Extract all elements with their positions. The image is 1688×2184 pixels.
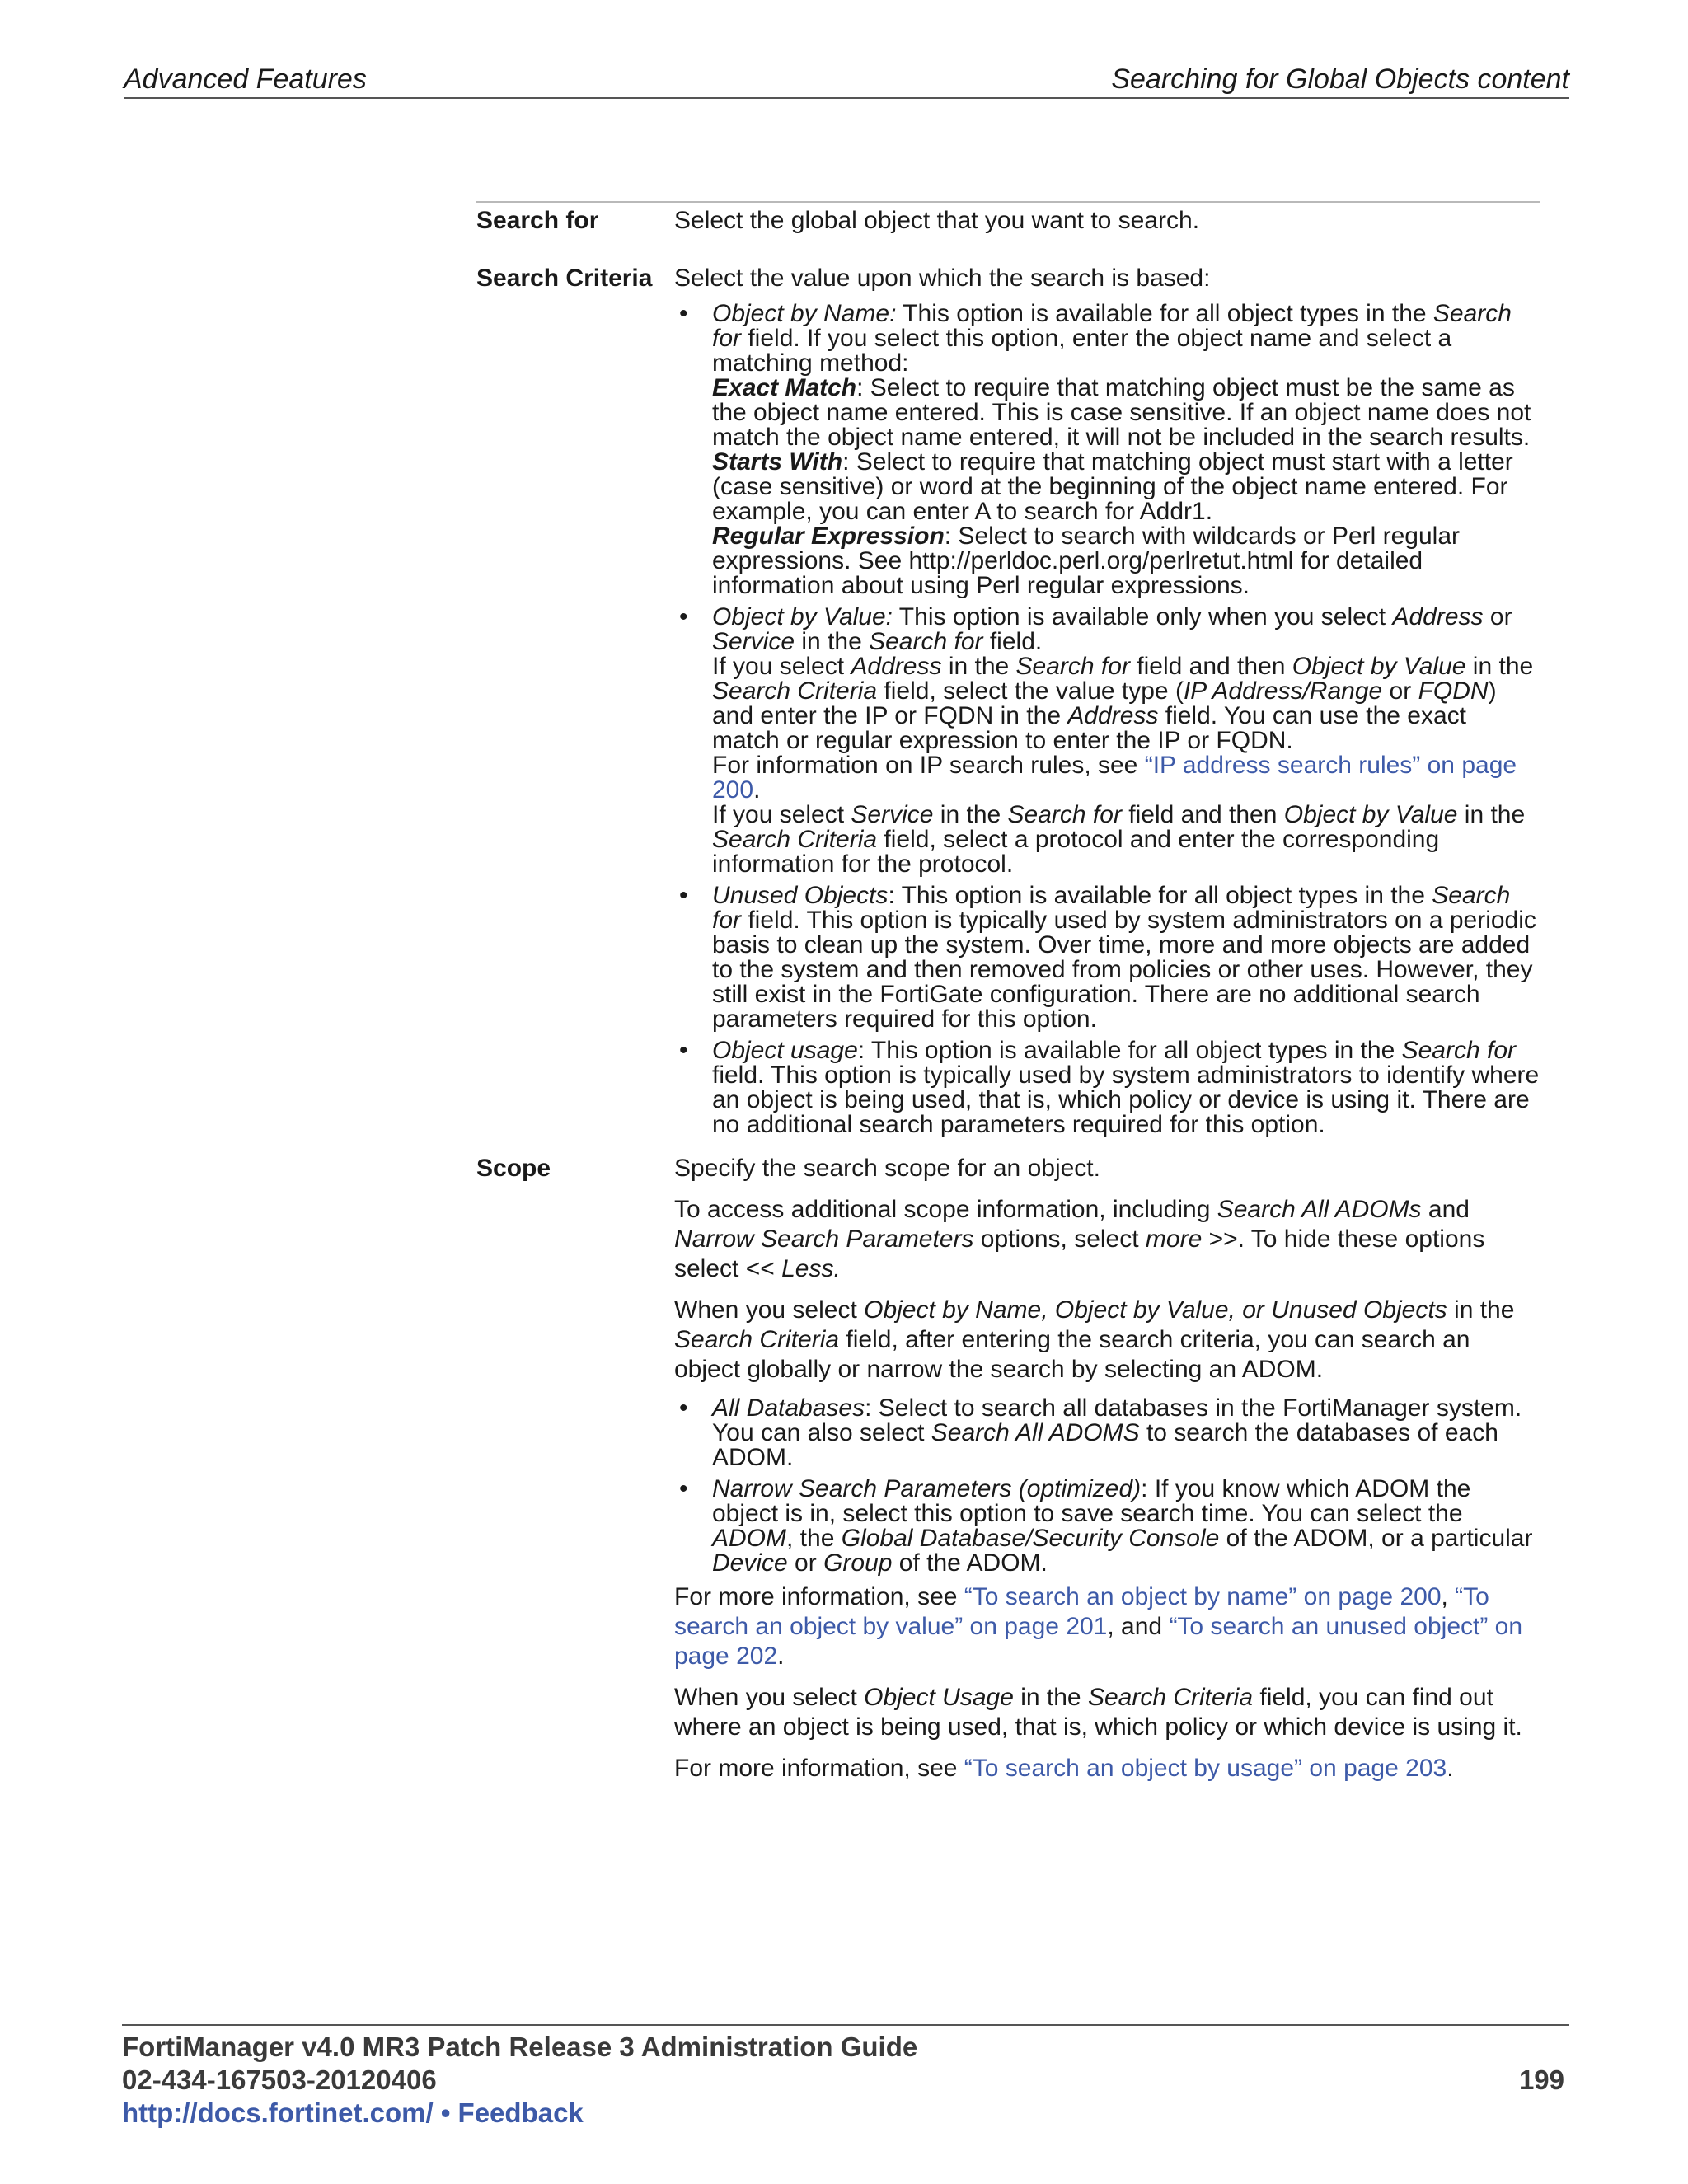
link-search-by-name[interactable]: “To search an object by name” on page 200 xyxy=(964,1583,1442,1610)
link-ip-search-rules[interactable]: “IP address search rules” on page 200 xyxy=(712,752,1517,804)
list-item: • Unused Objects: This option is available for all object types in the Search for field. This option is typically used by system administrators on a periodic basis to clean up the system. Over time, more and more objects are added to the system and then removed from policies or other uses. However, they still exist in the FortiGate configuration. There are no additional search parameters required for this option. xyxy=(679,882,1536,1033)
list-item: • All Databases: Select to search all databases in the FortiManager system. You can also select Search All ADOMS to search the databases of each ADOM. xyxy=(679,1394,1522,1471)
link-search-by-value[interactable]: “To search an object by value” on page 201 xyxy=(674,1583,1489,1640)
row-search-for xyxy=(476,206,1540,247)
page-footer xyxy=(122,2024,1569,2130)
footer-docs-link[interactable]: http://docs.fortinet.com/ xyxy=(122,2097,434,2128)
footer-feedback-link[interactable]: Feedback xyxy=(457,2097,584,2128)
list-item: • Object by Value: This option is available only when you select Address or Service in the Search for field. If you select Address in the Search for field and then Object by Value in the Search Criteria field, select the value type (IP Address/Range or FQDN) and enter the IP or FQDN in the Address field. You can use the exact match or regular expression to enter the IP or FQDN. For information on IP search rules, see “IP address search rules” on page 200. If you select Service in the Search for field and then Object by Value in the Search Criteria field, select a protocol and enter the corresponding information for the protocol. xyxy=(679,603,1534,878)
row-label: Search Criteria xyxy=(476,265,653,292)
link-search-unused-object[interactable]: “To search an unused object” on page 202 xyxy=(674,1613,1523,1670)
paragraph: Select the value upon which the search is based: xyxy=(674,265,1211,292)
paragraph: When you select Object Usage in the Search Criteria field, you can find out where an object is being used, that is, which policy or which device is using it. xyxy=(674,1684,1522,1741)
row-label: Scope xyxy=(476,1155,551,1182)
header-section: Searching for Global Objects content xyxy=(1111,63,1569,95)
options-table xyxy=(476,201,1540,1795)
page-header xyxy=(124,61,1569,99)
paragraph: Select the global object that you want to search. xyxy=(674,207,1200,234)
row-label: Search for xyxy=(476,207,599,234)
header-chapter: Advanced Features xyxy=(124,63,367,95)
list-item: • Object by Name: This option is available for all object types in the Search for field. If you select this option, enter the object name and select a matching method: Exact Match: Select to require that matching object must be the same as the object name entered. This is case sensitive. If an object name does not match the object name entered, it will not be included in the search results. Starts With: Select to require that matching object must start with a letter (case sensitive) or word at the beginning of the object name entered. For example, you can enter A to search for Addr1. Regular Expression: Select to search with wildcards or Perl regular expressions. See http://perldoc.perl.org/perlretut.html for detailed information about using Perl regular expressions. xyxy=(679,300,1531,599)
row-content xyxy=(674,206,1540,247)
list-item: • Object usage: This option is available for all object types in the Search for field. This option is typically used by system administrators to identify where an object is being used, that is, which policy or device is using it. There are no additional search parameters required for this option. xyxy=(679,1037,1540,1138)
paragraph: Specify the search scope for an object. xyxy=(674,1155,1100,1182)
footer-separator: • xyxy=(433,2097,458,2128)
footer-links xyxy=(122,2097,1569,2130)
row-search-criteria xyxy=(476,264,1540,1144)
page-number: 199 xyxy=(1518,2064,1564,2095)
link-search-by-usage[interactable]: “To search an object by usage” on page 203 xyxy=(964,1755,1447,1782)
footer-doc-id: 02-434-167503-20120406 xyxy=(122,2064,437,2095)
list-item: • Narrow Search Parameters (optimized): If you know which ADOM the object is in, select this option to save search time. You can select the ADOM, the Global Database/Security Console of the ADOM, or a particular Device or Group of the ADOM. xyxy=(679,1475,1533,1577)
bullet-list xyxy=(674,1396,1540,1576)
paragraph: For more information, see “To search an object by usage” on page 203. xyxy=(674,1755,1454,1782)
table-top-rule xyxy=(476,201,1540,203)
paragraph: To access additional scope information, including Search All ADOMs and Narrow Search Parameters options, select more >>. To hide these options select << Less. xyxy=(674,1196,1485,1282)
paragraph: When you select Object by Name, Object by Value, or Unused Objects in the Search Criteria field, after entering the search criteria, you can search an object globally or narrow the search by selecting an ADOM. xyxy=(674,1296,1515,1383)
row-scope xyxy=(476,1154,1540,1795)
footer-guide-title: FortiManager v4.0 MR3 Patch Release 3 Administration Guide xyxy=(122,2032,918,2062)
row-content xyxy=(674,264,1540,1144)
bullet-list xyxy=(674,302,1540,1137)
row-content xyxy=(674,1154,1540,1795)
paragraph: For more information, see “To search an object by name” on page 200, “To search an object by value” on page 201, and “To search an unused object” on page 202. xyxy=(674,1583,1523,1670)
